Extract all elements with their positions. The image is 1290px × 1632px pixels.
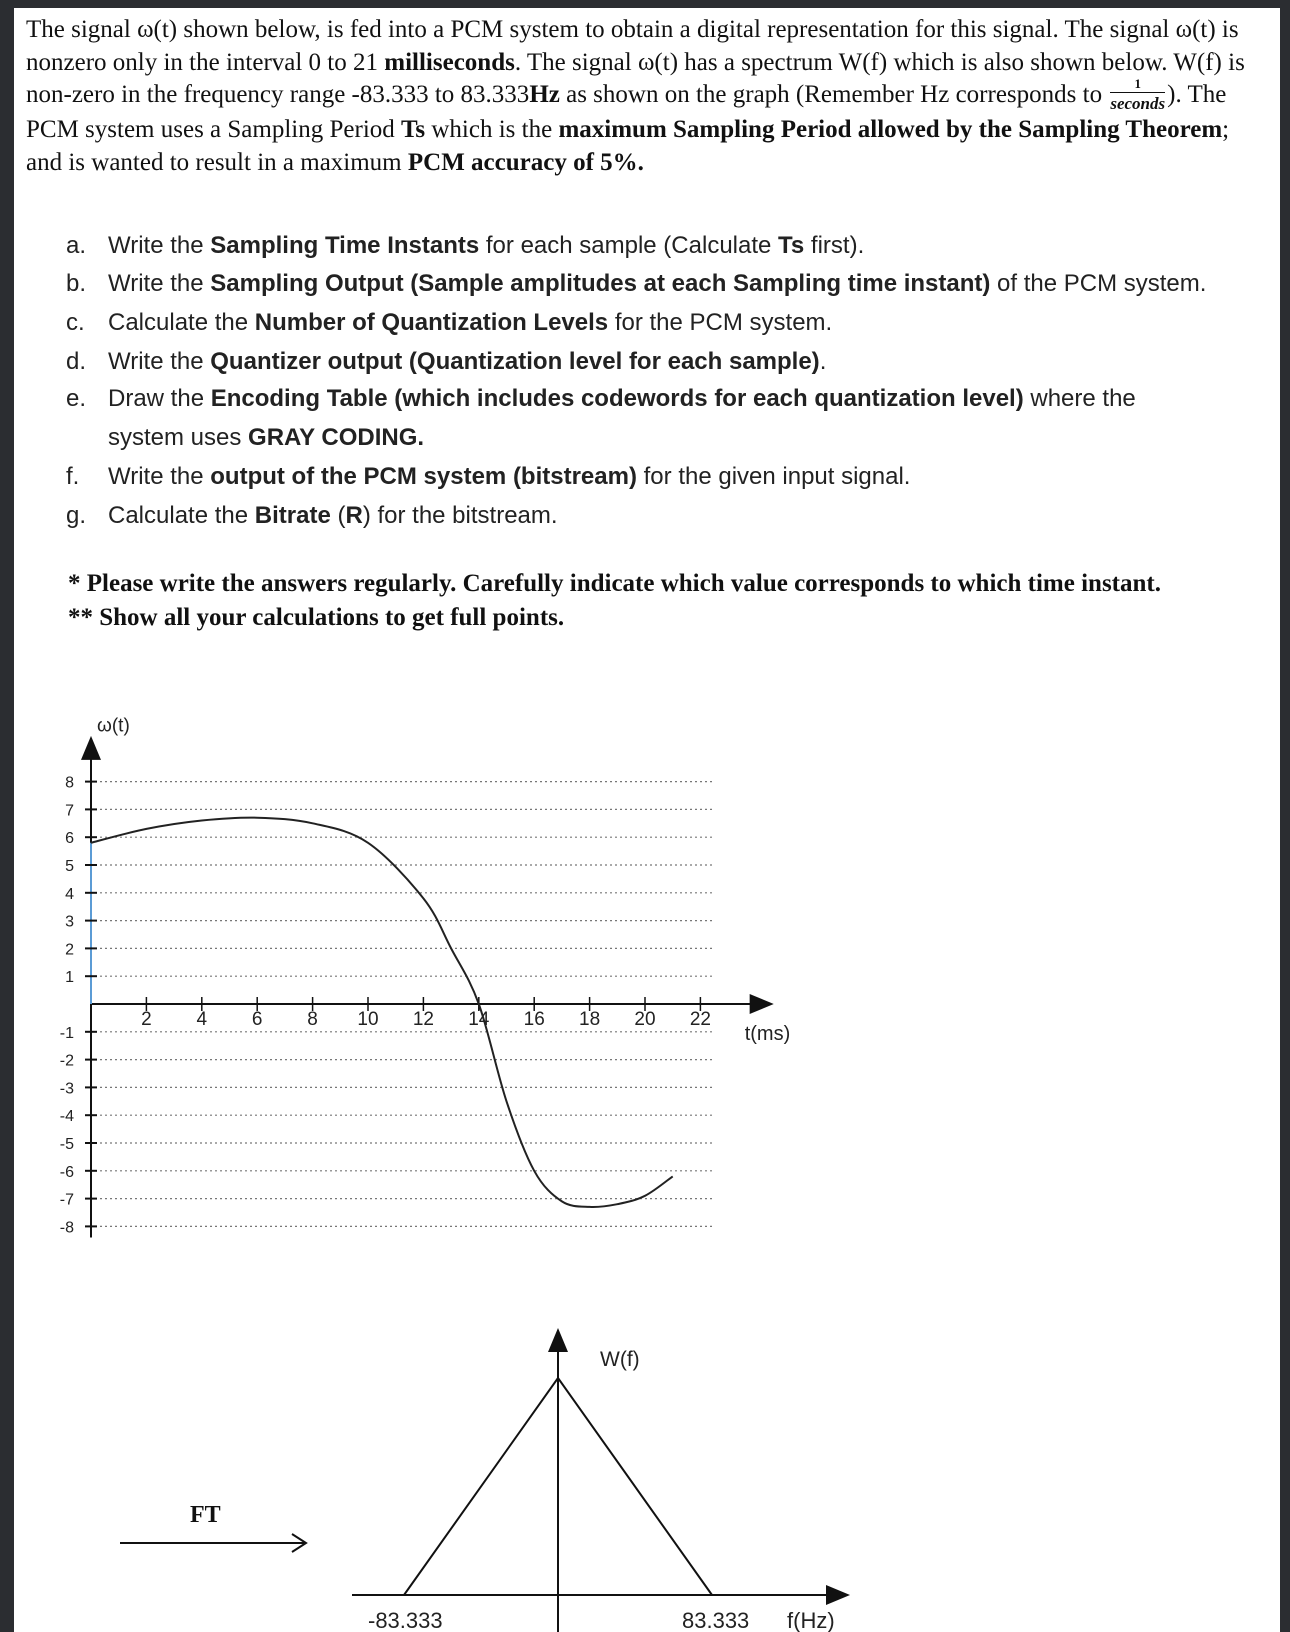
- y-tick-label: 7: [65, 802, 74, 820]
- y-tick-label: -7: [59, 1191, 74, 1209]
- x-tick-label: 22: [689, 1009, 711, 1030]
- x-tick-label: 14: [468, 1009, 490, 1030]
- y-tick-label: -4: [59, 1108, 74, 1126]
- y-axis-label: ω(t): [97, 715, 130, 737]
- time-domain-chart: [14, 708, 864, 1248]
- document-page: The signal ω(t) shown below, is fed into a PCM system to obtain a digital representation for this signal. The signal ω(t) is nonzero only in the interval 0 to 21 milliseconds. The signal ω(t) has a spectrum W(f) which is also shown below. W(f) is non-zero in the frequency range -83.333 to 83.333Hz as shown on the graph (Remember Hz corresponds to $\frac{1}{\text{seconds}}$ ). The PCM system uses a Sampling Period Ts which is the maximum Sampling Period allowed by the Sampling Theorem; and is wanted to result in a maximum PCM accuracy of 5%. a. Write the Sampling Time Instants for each sample (Calculate Ts first). b. Write the Sampling Output (Sample amplitudes at each Sampling time instant) of the PCM system. c. Calculate the Number of Quantization Levels for the PCM system. d. Write the Quantizer output (Quantization level for each sample). e. Draw the Encoding Table (which includes codewords for each quantization level) where the system uses GRAY CODING. f. Write the output of the PCM system (bitstream) for the given input signal. g. Calculate the Bitrate (R) for the bitstream. * Please write the answers regularly. Carefully indicate which value corresponds to which time instant. ** Show all your calculations to get full points. 8 7 6 5 4 3 2 1 -1 -2 -3 -4 -5 -6 -7 -8 2 4 6 8 10 12 14 16 18 20 22 ω(t) t(ms) FT W(f) -83.333 83.333 f(Hz): [14, 8, 1280, 1632]
- note-1: * Please write the answers regularly. Carefully indicate which value corresponds to which time instant.: [68, 570, 1161, 597]
- frequency-spectrum-chart: [344, 1318, 904, 1632]
- x-tick-label: 20: [634, 1009, 656, 1030]
- y-tick-label: 8: [65, 774, 74, 792]
- x-tick-label: 4: [196, 1009, 208, 1030]
- y-tick-label: -3: [59, 1080, 74, 1098]
- y-tick-label: 1: [65, 969, 74, 987]
- x-axis-label: t(ms): [744, 1023, 791, 1045]
- notes: [68, 568, 1268, 633]
- y-tick-label: -8: [59, 1219, 74, 1237]
- fraction-one-over-seconds: $\frac{1}{\text{seconds}}$: [1110, 76, 1166, 113]
- x-tick-label: 10: [357, 1009, 379, 1030]
- fourier-transform-arrow: [104, 1488, 334, 1558]
- f-tick-label-negative: -83.333: [368, 1608, 443, 1632]
- y-tick-label: -2: [59, 1052, 74, 1070]
- note-2: ** Show all your calculations to get full points.: [68, 604, 565, 631]
- y-tick-label: 5: [65, 858, 74, 875]
- x-tick-label: 12: [412, 1009, 434, 1030]
- x-tick-label: 8: [307, 1009, 318, 1030]
- y-tick-label: 4: [65, 885, 74, 903]
- f-tick-label-positive: 83.333: [682, 1608, 750, 1632]
- y-tick-label: -6: [59, 1163, 74, 1181]
- y-tick-label: -5: [59, 1136, 74, 1153]
- problem-statement: The signal ω(t) shown below, is fed into a PCM system to obtain a digital representation for this signal. The signal ω(t) is nonzero only in the interval 0 to 21 milliseconds. The signal ω(t) has a spectrum W(f) which is also shown below. W(f) is non-zero in the frequency range -83.333 to 83.333Hz as shown on the graph (Remember Hz corresponds to $\frac{1}{\text{seconds}}$ ). The PCM system uses a Sampling Period Ts which is the maximum Sampling Period allowed by the Sampling Theorem; and is wanted to result in a maximum PCM accuracy of 5%.: [26, 16, 1245, 176]
- ft-label: FT: [190, 1502, 221, 1528]
- y-tick-label: -1: [59, 1024, 74, 1042]
- y-tick-label: 6: [65, 830, 74, 848]
- y-tick-label: 2: [65, 941, 74, 959]
- y-tick-label: 3: [65, 913, 74, 931]
- x-tick-label: 6: [251, 1009, 263, 1030]
- w-axis-label: W(f): [600, 1348, 640, 1371]
- x-tick-label: 2: [141, 1009, 152, 1030]
- x-tick-label: 16: [523, 1009, 545, 1030]
- x-tick-label: 18: [579, 1009, 601, 1030]
- f-axis-label: f(Hz): [787, 1608, 835, 1632]
